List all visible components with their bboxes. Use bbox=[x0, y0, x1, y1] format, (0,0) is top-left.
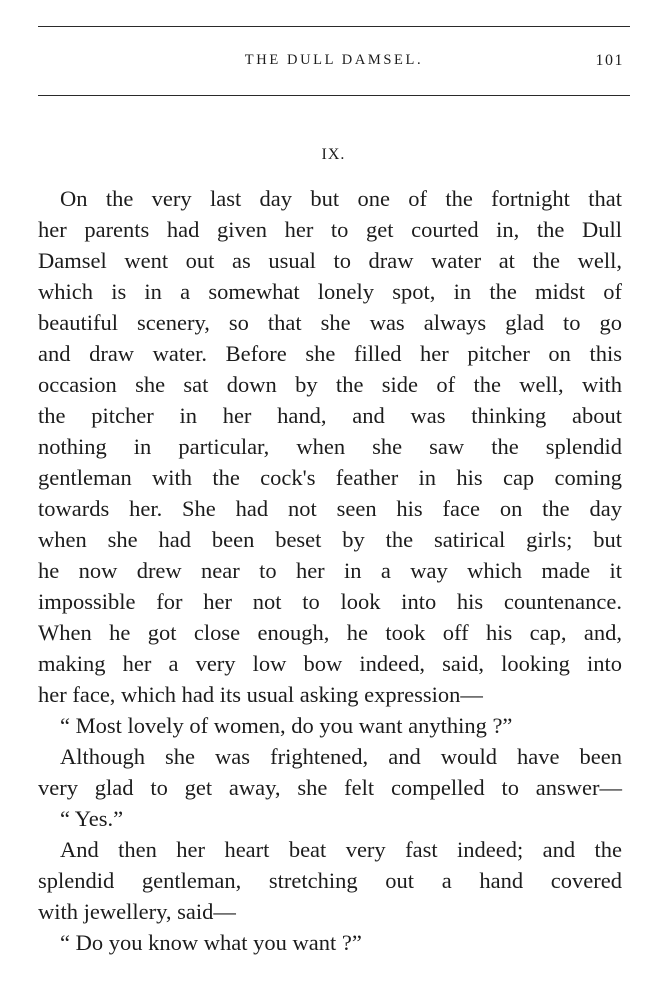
header-rule bbox=[38, 95, 630, 96]
text-line: nothing in particular, when she saw the splendid bbox=[38, 434, 622, 459]
text-line: Although she was frightened, and would have been bbox=[60, 744, 622, 769]
text-line: splendid gentleman, stretching out a hand covered bbox=[38, 868, 622, 893]
top-rule bbox=[38, 26, 630, 27]
text-line: “ Do you know what you want ?” bbox=[60, 930, 362, 955]
text-line: her parents had given her to get courted in, the Dull bbox=[38, 217, 622, 242]
text-line: and draw water. Before she filled her pitcher on this bbox=[38, 341, 622, 366]
text-line: When he got close enough, he took off his cap, and, bbox=[38, 620, 622, 645]
body-text bbox=[38, 183, 622, 958]
text-line: which is in a somewhat lonely spot, in the midst of bbox=[38, 279, 622, 304]
text-line: beautiful scenery, so that she was always glad to go bbox=[38, 310, 622, 335]
text-line: towards her. She had not seen his face on the day bbox=[38, 496, 622, 521]
text-line: the pitcher in her hand, and was thinking about bbox=[38, 403, 622, 428]
text-line: making her a very low bow indeed, said, looking into bbox=[38, 651, 622, 676]
chapter-heading: IX. bbox=[321, 146, 346, 163]
text-line: her face, which had its usual asking expression— bbox=[38, 682, 483, 707]
text-line: gentleman with the cock's feather in his cap coming bbox=[38, 465, 622, 490]
text-line: with jewellery, said— bbox=[38, 899, 236, 924]
text-line: he now drew near to her in a way which made it bbox=[38, 558, 622, 583]
running-head bbox=[38, 52, 630, 74]
text-line: “ Most lovely of women, do you want anything ?” bbox=[60, 713, 513, 738]
text-line: “ Yes.” bbox=[60, 806, 124, 831]
text-line: Damsel went out as usual to draw water at the well, bbox=[38, 248, 622, 273]
text-line: occasion she sat down by the side of the well, with bbox=[38, 372, 622, 397]
text-line: when she had been beset by the satirical girls; but bbox=[38, 527, 622, 552]
text-line: very glad to get away, she felt compelled to answer— bbox=[38, 775, 622, 800]
page-number: 101 bbox=[595, 52, 624, 69]
running-title: THE DULL DAMSEL. bbox=[244, 52, 424, 68]
text-line: On the very last day but one of the fortnight that bbox=[60, 186, 622, 211]
text-line: impossible for her not to look into his countenance. bbox=[38, 589, 622, 614]
text-line: And then her heart beat very fast indeed; and the bbox=[60, 837, 622, 862]
